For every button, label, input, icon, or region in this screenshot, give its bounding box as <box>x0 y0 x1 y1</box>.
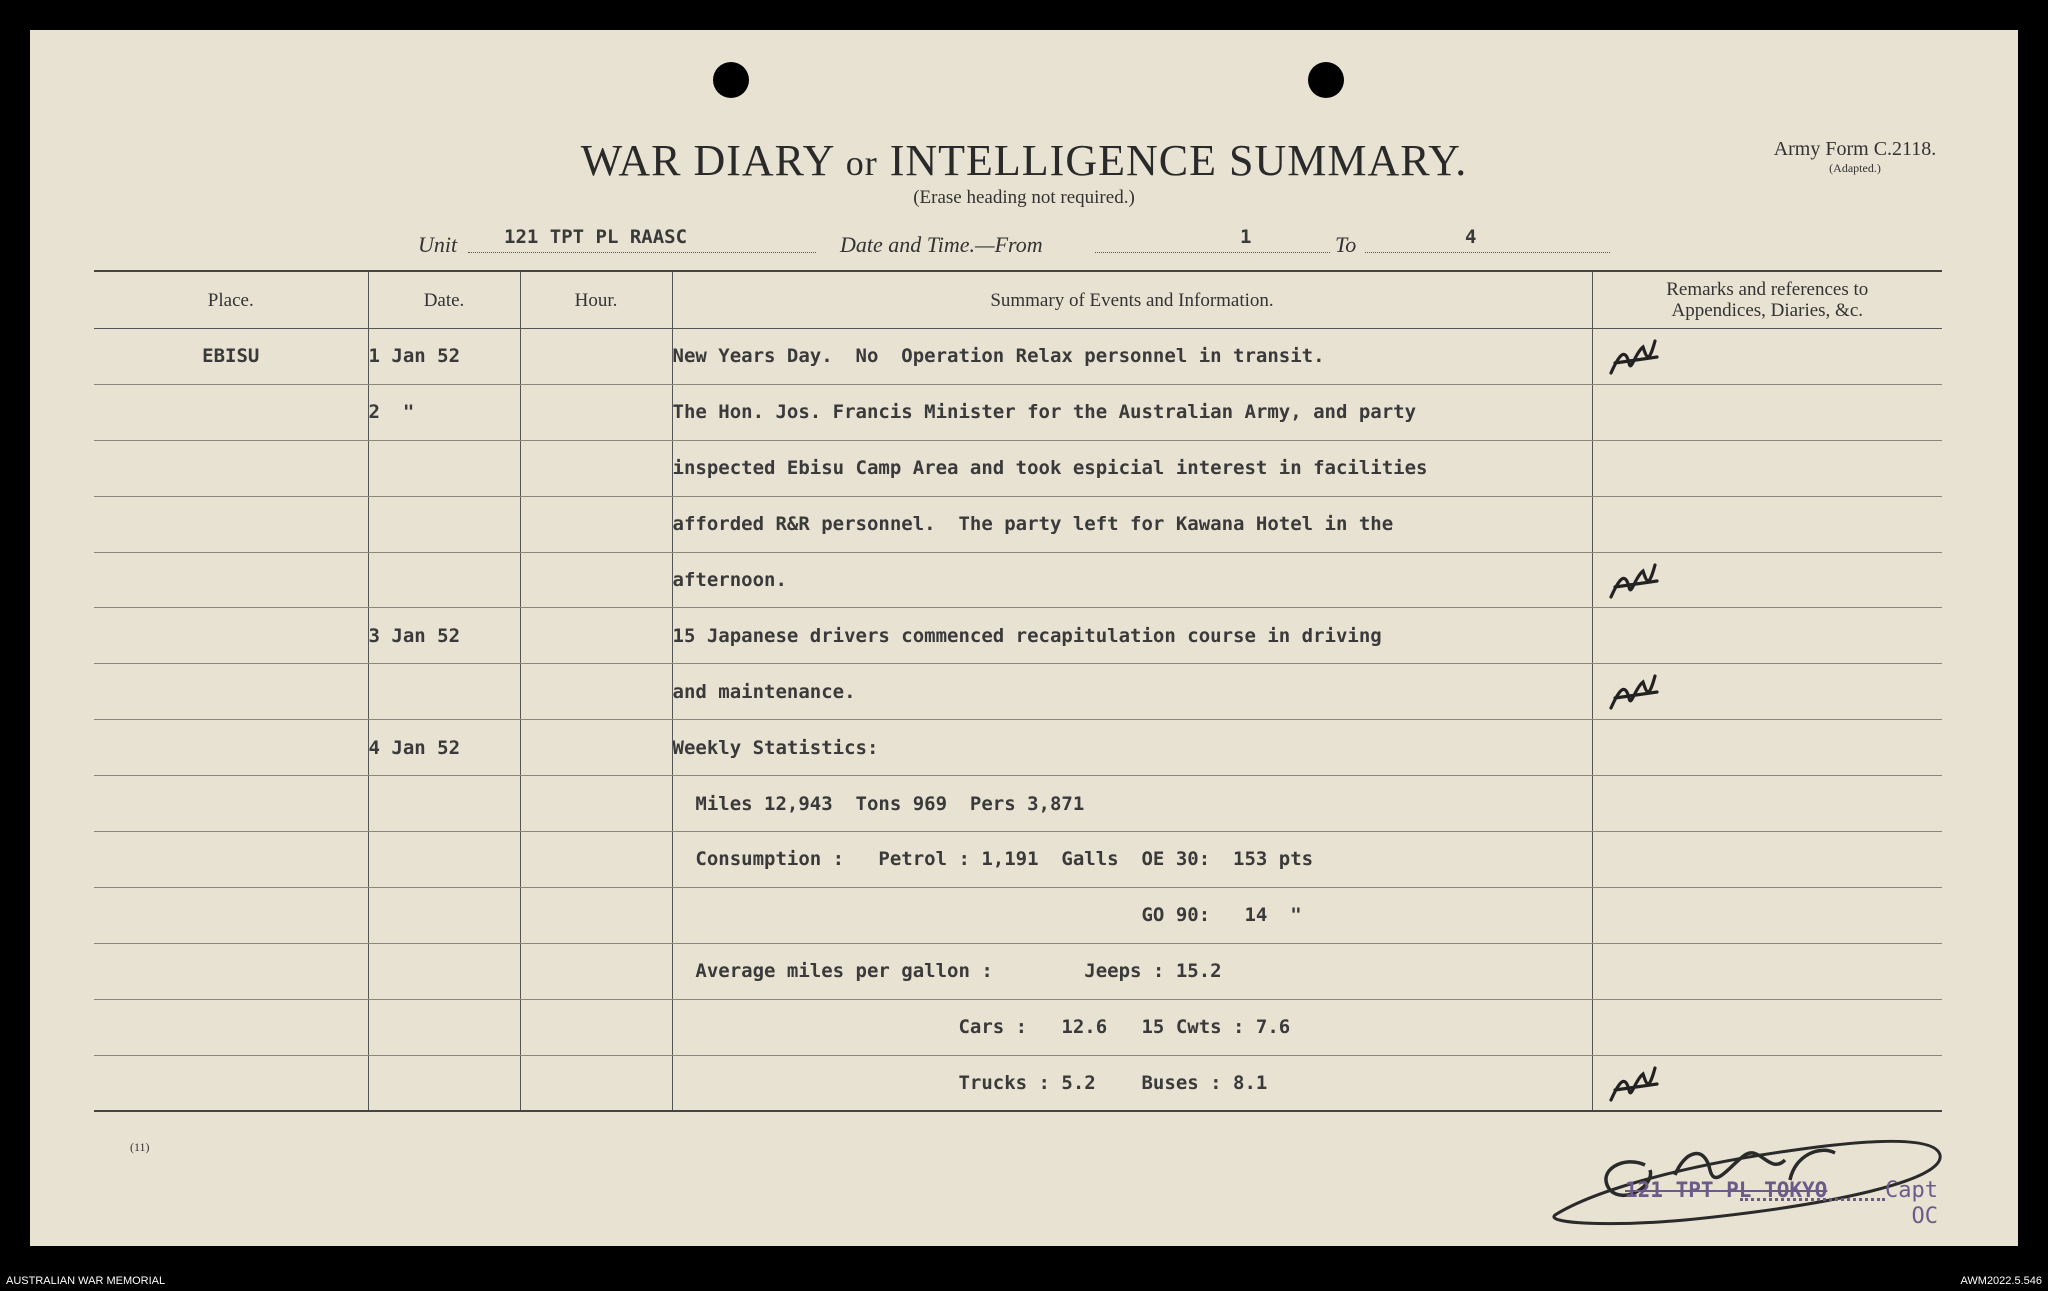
table-row <box>94 832 1942 888</box>
unit-value: 121 TPT PL RAASC <box>504 226 688 248</box>
row-hour <box>520 776 672 832</box>
row-hour <box>520 608 672 664</box>
row-hour <box>520 832 672 888</box>
row-remarks <box>1592 999 1942 1055</box>
row-place <box>94 999 368 1055</box>
initials-mark <box>1605 557 1665 605</box>
row-hour <box>520 384 672 440</box>
row-date <box>368 943 520 999</box>
row-hour <box>520 496 672 552</box>
table-row <box>94 496 1942 552</box>
row-date <box>368 887 520 943</box>
row-hour <box>520 720 672 776</box>
row-hour <box>520 664 672 720</box>
row-hour <box>520 329 672 385</box>
row-date <box>368 552 520 608</box>
rank-text: Capt <box>1885 1178 1938 1203</box>
punch-hole <box>713 62 749 98</box>
diary-table <box>94 270 1942 1112</box>
date-to-dotline <box>1365 252 1610 253</box>
row-summary: GO 90: 14 " <box>672 887 1592 943</box>
table-row <box>94 776 1942 832</box>
row-summary: inspected Ebisu Camp Area and took espicial interest in facilities <box>672 440 1592 496</box>
table-row <box>94 384 1942 440</box>
row-date: 3 Jan 52 <box>368 608 520 664</box>
row-summary: Consumption : Petrol : 1,191 Galls OE 30: 153 pts <box>672 832 1592 888</box>
row-remarks <box>1592 720 1942 776</box>
row-summary: New Years Day. No Operation Relax personnel in transit. <box>672 329 1592 385</box>
date-to-value: 4 <box>1465 226 1477 248</box>
row-summary: Trucks : 5.2 Buses : 8.1 <box>672 1055 1592 1111</box>
archive-accession: AWM2022.5.546 <box>1960 1275 2042 1287</box>
row-remarks <box>1592 664 1942 720</box>
date-from-dotline <box>1095 252 1330 253</box>
row-hour <box>520 999 672 1055</box>
row-place <box>94 440 368 496</box>
army-form-label: Army Form C.2118. <box>1773 138 1937 160</box>
title-or: or <box>845 143 878 183</box>
col-hour: Hour. <box>520 271 672 329</box>
row-place <box>94 552 368 608</box>
row-place <box>94 887 368 943</box>
row-place <box>94 1055 368 1111</box>
row-summary: Weekly Statistics: <box>672 720 1592 776</box>
table-row <box>94 664 1942 720</box>
row-hour <box>520 552 672 608</box>
role-text: OC <box>1911 1204 1938 1229</box>
unit-stamp: 121 TPT PL TOKYO <box>1625 1178 1828 1202</box>
row-remarks <box>1592 887 1942 943</box>
initials-mark <box>1605 333 1665 381</box>
row-place <box>94 832 368 888</box>
row-hour <box>520 1055 672 1111</box>
row-remarks <box>1592 440 1942 496</box>
table-row <box>94 887 1942 943</box>
col-remarks-line2: Appendices, Diaries, &c. <box>1671 300 1864 321</box>
title-main: WAR DIARY <box>580 136 834 185</box>
row-summary: Cars : 12.6 15 Cwts : 7.6 <box>672 999 1592 1055</box>
row-hour <box>520 440 672 496</box>
date-from-value: 1 <box>1240 226 1252 248</box>
row-remarks <box>1592 943 1942 999</box>
row-summary: Average miles per gallon : Jeeps : 15.2 <box>672 943 1592 999</box>
unit-dotline <box>468 252 816 253</box>
row-remarks <box>1592 384 1942 440</box>
row-hour <box>520 887 672 943</box>
table-header-row <box>94 271 1942 329</box>
col-summary: Summary of Events and Information. <box>672 271 1592 329</box>
row-hour <box>520 943 672 999</box>
row-summary: Miles 12,943 Tons 969 Pers 3,871 <box>672 776 1592 832</box>
row-summary: afforded R&R personnel. The party left for Kawana Hotel in the <box>672 496 1592 552</box>
row-date: 1 Jan 52 <box>368 329 520 385</box>
form-subtitle: (Erase heading not required.) <box>913 187 1135 208</box>
row-date: 2 " <box>368 384 520 440</box>
unit-label: Unit <box>418 232 458 257</box>
row-place <box>94 384 368 440</box>
row-place: EBISU <box>94 329 368 385</box>
row-summary: afternoon. <box>672 552 1592 608</box>
row-place <box>94 943 368 999</box>
col-date: Date. <box>368 271 520 329</box>
col-place: Place. <box>94 271 368 329</box>
row-date <box>368 999 520 1055</box>
initials-mark <box>1605 668 1665 716</box>
row-remarks <box>1592 552 1942 608</box>
punch-hole <box>1308 62 1344 98</box>
col-remarks <box>1592 271 1942 329</box>
row-date <box>368 664 520 720</box>
army-form-number <box>1740 138 1970 176</box>
form-code: (11) <box>130 1140 150 1154</box>
officer-rank <box>1885 1178 1938 1230</box>
table-row <box>94 720 1942 776</box>
date-to-label: To <box>1335 232 1357 257</box>
row-date <box>368 496 520 552</box>
row-remarks <box>1592 329 1942 385</box>
col-remarks-line1: Remarks and references to <box>1666 279 1869 300</box>
row-date <box>368 776 520 832</box>
row-place <box>94 664 368 720</box>
table-row <box>94 608 1942 664</box>
row-place <box>94 496 368 552</box>
row-place <box>94 776 368 832</box>
row-remarks <box>1592 608 1942 664</box>
archive-institution: AUSTRALIAN WAR MEMORIAL <box>6 1275 166 1287</box>
row-date <box>368 1055 520 1111</box>
army-form-note: (Adapted.) <box>1829 161 1881 175</box>
row-summary: The Hon. Jos. Francis Minister for the Australian Army, and party <box>672 384 1592 440</box>
row-summary: and maintenance. <box>672 664 1592 720</box>
table-row <box>94 440 1942 496</box>
row-place <box>94 720 368 776</box>
row-remarks <box>1592 496 1942 552</box>
row-remarks <box>1592 776 1942 832</box>
row-date <box>368 440 520 496</box>
title-tail: INTELLIGENCE SUMMARY. <box>889 136 1468 185</box>
table-row <box>94 999 1942 1055</box>
table-row <box>94 329 1942 385</box>
table-row <box>94 943 1942 999</box>
row-date <box>368 832 520 888</box>
row-date: 4 Jan 52 <box>368 720 520 776</box>
row-place <box>94 608 368 664</box>
date-from-label: Date and Time.—From <box>840 232 1043 257</box>
row-summary: 15 Japanese drivers commenced recapitulation course in driving <box>672 608 1592 664</box>
table-row <box>94 552 1942 608</box>
row-remarks <box>1592 832 1942 888</box>
